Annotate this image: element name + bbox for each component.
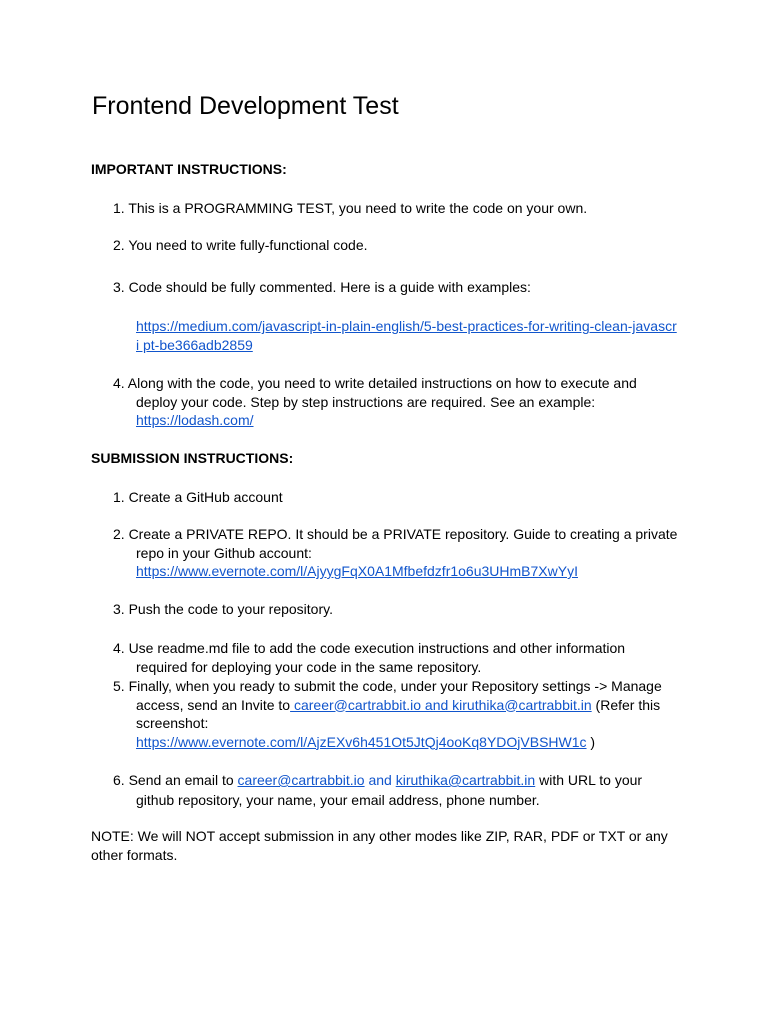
submission-item-6-suffix: with URL to your bbox=[535, 772, 643, 788]
kiruthika-email-link[interactable]: kiruthika@cartrabbit.in bbox=[395, 772, 536, 788]
submission-item-1 bbox=[113, 488, 683, 507]
page-title: Frontend Development Test bbox=[92, 92, 399, 120]
submission-item-2 bbox=[113, 525, 683, 581]
submission-item-5-line-2-suffix: (Refer this bbox=[591, 696, 661, 713]
submission-item-4-line-1: 4. Use readme.md file to add the code execution instructions and other information bbox=[113, 640, 626, 656]
important-item-2-text: 2. You need to write fully-functional code. bbox=[113, 237, 368, 253]
submission-item-3 bbox=[113, 600, 683, 619]
important-item-4-line-2: deploy your code. Step by step instructions are required. See an example: bbox=[136, 393, 596, 410]
important-item-1 bbox=[113, 199, 683, 218]
submission-item-5-line-1: 5. Finally, when you ready to submit the code, under your Repository settings -> Manage bbox=[113, 678, 662, 694]
submission-item-6 bbox=[113, 770, 683, 810]
important-item-2 bbox=[113, 236, 683, 255]
submission-item-2-line-2: repo in your Github account: bbox=[136, 544, 312, 561]
submission-item-5-line-3: screenshot: bbox=[136, 715, 209, 731]
important-item-3 bbox=[113, 278, 683, 297]
submission-item-5-line-2 bbox=[113, 696, 683, 715]
medium-guide-link-line-1[interactable]: https://medium.com/javascript-in-plain-english/5-best-practices-for-writing-clean-javascr bbox=[136, 318, 677, 334]
medium-guide-link-line-2[interactable]: i pt-be366adb2859 bbox=[136, 336, 253, 353]
submission-item-6-prefix: 6. Send an email to bbox=[113, 772, 238, 788]
evernote-private-repo-link[interactable]: https://www.evernote.com/l/AjyygFqX0A1Mfbefdzfr1o6u3UHmB7XwYyI bbox=[136, 563, 578, 579]
submission-item-5-link-suffix: ) bbox=[586, 733, 596, 750]
submission-item-5 bbox=[113, 677, 683, 751]
submission-item-1-text: 1. Create a GitHub account bbox=[113, 489, 283, 505]
submission-item-6-and: and bbox=[364, 772, 396, 788]
submission-item-2-line-1: 2. Create a PRIVATE REPO. It should be a PRIVATE repository. Guide to creating a private bbox=[113, 526, 678, 542]
important-item-3-text: 3. Code should be fully commented. Here is a guide with examples: bbox=[113, 279, 531, 295]
submission-item-5-line-2-prefix: access, send an Invite to bbox=[136, 696, 291, 713]
career-email-link[interactable]: career@cartrabbit.io bbox=[237, 772, 365, 788]
lodash-link[interactable]: https://lodash.com/ bbox=[136, 412, 254, 428]
submission-item-4-line-2: required for deploying your code in the same repository. bbox=[136, 658, 482, 675]
submission-instructions-heading: SUBMISSION INSTRUCTIONS: bbox=[91, 450, 294, 466]
medium-guide-link[interactable] bbox=[136, 317, 696, 354]
note-paragraph bbox=[91, 827, 681, 865]
important-instructions-heading: IMPORTANT INSTRUCTIONS: bbox=[91, 161, 287, 177]
submission-item-6-line-2: github repository, your name, your email address, phone number. bbox=[136, 792, 540, 808]
invite-emails-link[interactable]: career@cartrabbit.io and kiruthika@cartrabbit.in bbox=[290, 696, 592, 713]
important-item-4 bbox=[113, 374, 683, 430]
submission-item-3-text: 3. Push the code to your repository. bbox=[113, 601, 333, 617]
note-line-2: other formats. bbox=[91, 847, 178, 863]
important-item-1-text: 1. This is a PROGRAMMING TEST, you need to write the code on your own. bbox=[113, 200, 588, 216]
important-item-4-line-1: 4. Along with the code, you need to write detailed instructions on how to execute and bbox=[113, 375, 637, 391]
submission-item-4 bbox=[113, 639, 683, 676]
evernote-screenshot-link[interactable]: https://www.evernote.com/l/AjzEXv6h451Ot5JtQj4ooKq8YDOjVBSHW1c bbox=[136, 733, 587, 750]
note-line-1: NOTE: We will NOT accept submission in any other modes like ZIP, RAR, PDF or TXT or any bbox=[91, 828, 668, 844]
